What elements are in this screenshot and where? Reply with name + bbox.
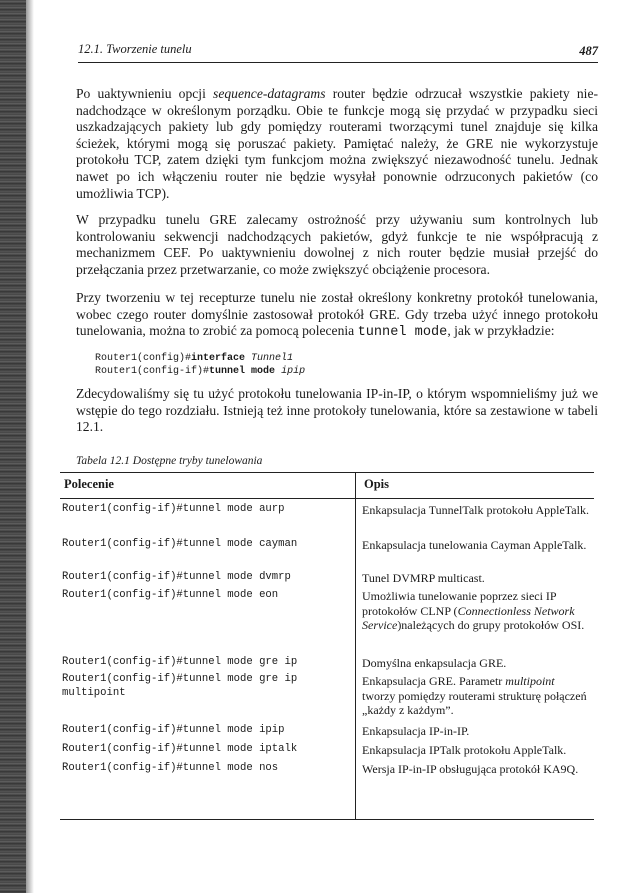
code-line-1 xyxy=(95,352,305,365)
paragraph-3 xyxy=(76,290,598,342)
table-row-description: Tunel DVMRP multicast. xyxy=(362,571,485,585)
option-name: sequence-datagrams xyxy=(213,86,326,101)
paragraph-1-rest: router będzie odrzucał wszystkie pakiety nie-nadchodzące w określonym porządku. Obie te funkcje mogą się przydać w przypadku sieci uszkadzających pakiety lub gdy pomiędzy routerami tworzącymi tunel znajduje się kilka ścieżek, którymi mogą się poruszać pakiety. Pamiętać należy, że GRE nie wykorzystuje protokołu TCP, zatem dzięki tym funkcjom można zwiększyć niezawodność tunelu. Jednak nawet po ich włączeniu router nie będzie wysyłał ponownie odrzuconych pakietów (co umożliwia TCP). xyxy=(76,86,599,201)
paragraph-1-start: Po uaktywnieniu opcji xyxy=(76,86,214,101)
table-row-command: Router1(config-if)#tunnel mode cayman xyxy=(62,538,298,550)
table-header-rule xyxy=(60,498,594,499)
table-row-description: Wersja IP-in-IP obsługująca protokół KA9Q. xyxy=(362,762,579,776)
table-row-description: Enkapsulacja TunnelTalk protokołu AppleTalk. xyxy=(362,503,589,517)
paragraph-3-end: , jak w przykładzie: xyxy=(447,323,555,339)
table-top-rule xyxy=(60,472,594,473)
table-column-divider xyxy=(355,472,356,819)
paragraph-2: W przypadku tunelu GRE zalecamy ostrożność przy używaniu sum kontrolnych lub kontrolowaniu sekwencji nadchodzących pakietów, gdyż funkcje te nie współpracują z mechanizmem CEF. Po uaktywnieniu dowolnej z nich router będzie musiał przejść do przełączania przez przetwarzanie, co może zwiększyć obciążenie procesora. xyxy=(76,212,598,277)
code-prompt-1: Router1(config)# xyxy=(95,353,192,364)
table-row-command: Router1(config-if)#tunnel mode eon xyxy=(62,589,279,601)
code-keyword-1: interface xyxy=(191,353,246,364)
chapter-title: 12.1. Tworzenie tunelu xyxy=(78,42,192,56)
table-row-description xyxy=(362,589,590,633)
column-header-description: Opis xyxy=(364,477,390,491)
book-spine-shadow xyxy=(0,0,26,893)
paragraph-4: Zdecydowaliśmy się tu użyć protokołu tunelowania IP-in-IP, o którym wspomnieliśmy już we wstępie do tego rozdziału. Istnieją też inne protokoły tunelowania, które sa zestawione w tabeli 12.1. xyxy=(76,386,598,435)
book-gutter-shadow xyxy=(26,0,34,893)
code-arg-1: Tunnel1 xyxy=(251,353,294,364)
table-row-command: Router1(config-if)#tunnel mode iptalk xyxy=(62,743,298,755)
code-arg-2: ipip xyxy=(281,366,306,377)
inline-command: tunnel mode xyxy=(357,325,448,341)
code-example xyxy=(95,352,305,378)
table-row-description: Domyślna enkapsulacja GRE. xyxy=(362,656,507,670)
multipoint-desc-start: Enkapsulacja GRE. Parametr xyxy=(362,674,506,688)
paragraph-1 xyxy=(76,86,598,202)
eon-desc-term: Connectionless Network Service xyxy=(362,603,575,632)
table-row-description: Enkapsulacja IP-in-IP. xyxy=(362,724,470,738)
table-row-command: Router1(config-if)#tunnel mode gre ip xyxy=(62,656,298,668)
table-row-description: Enkapsulacja tunelowania Cayman AppleTalk. xyxy=(362,538,587,552)
code-keyword-2: tunnel mode xyxy=(209,366,276,377)
multipoint-desc-end: tworzy pomiędzy routerami strukturę połączeń „każdy z każdym”. xyxy=(362,688,587,717)
eon-desc-end: )należących do grupy protokołów OSI. xyxy=(397,618,585,632)
table-row-command: Router1(config-if)#tunnel mode ipip xyxy=(62,724,285,736)
table-caption: Tabela 12.1 Dostępne tryby tunelowania xyxy=(76,455,263,467)
table-row-command: Router1(config-if)#tunnel mode nos xyxy=(62,762,279,774)
column-header-command: Polecenie xyxy=(64,477,114,491)
table-row-command: Router1(config-if)#tunnel mode aurp xyxy=(62,503,285,515)
page-number: 487 xyxy=(579,44,598,58)
tunnel-modes-table xyxy=(60,472,594,820)
paragraph-3-start: Przy tworzeniu w tej recepturze tunelu nie został określony konkretny protokół tunelowania, wobec czego router domyślnie zastosował protokół GRE. Gdy trzeba użyć innego protokołu tunelowania, można to zrobić za pomocą polecenia xyxy=(76,290,598,339)
eon-desc-start: Umożliwia tunelowanie poprzez sieci IP protokołów CLNP ( xyxy=(362,589,557,618)
table-bottom-rule xyxy=(60,819,594,820)
running-header xyxy=(78,40,598,63)
multipoint-desc-term: multipoint xyxy=(505,674,555,688)
code-prompt-2: Router1(config-if)# xyxy=(95,366,210,377)
table-row-description: Enkapsulacja IPTalk protokołu AppleTalk. xyxy=(362,743,567,757)
table-row-command: Router1(config-if)#tunnel mode dvmrp xyxy=(62,571,291,583)
table-row-command: Router1(config-if)#tunnel mode gre ip multipoint xyxy=(62,673,304,699)
table-row-description xyxy=(362,674,590,718)
code-line-2 xyxy=(95,365,305,378)
